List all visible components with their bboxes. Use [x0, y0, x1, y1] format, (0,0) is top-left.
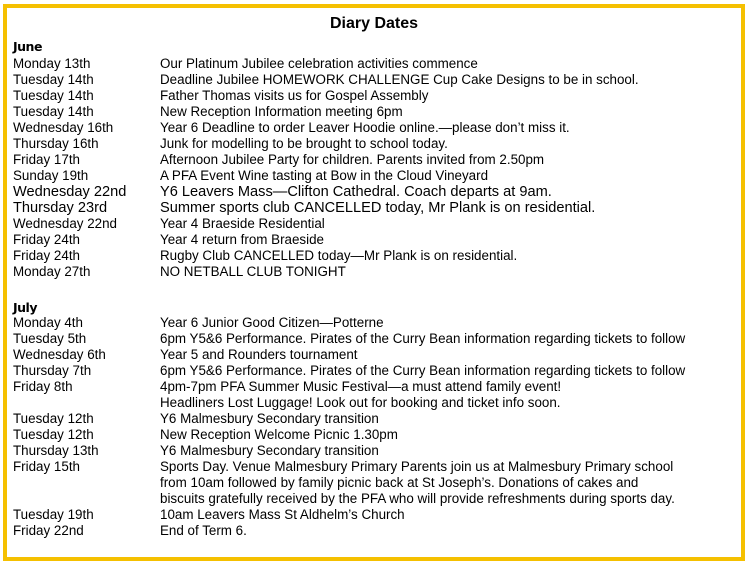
diary-day: Tuesday 12th	[13, 427, 94, 442]
diary-day: Thursday 7th	[13, 363, 92, 378]
diary-event: 6pm Y5&6 Performance. Pirates of the Curry Bean information regarding tickets to follow	[160, 331, 686, 346]
diary-event: NO NETBALL CLUB TONIGHT	[160, 264, 346, 279]
diary-event: Father Thomas visits us for Gospel Assembly	[160, 88, 429, 103]
page-title: Diary Dates	[329, 15, 419, 32]
diary-event: A PFA Event Wine tasting at Bow in the Cloud Vineyard	[160, 168, 489, 183]
diary-event: Headliners Lost Luggage! Look out for booking and ticket info soon.	[160, 395, 561, 410]
diary-event: Rugby Club CANCELLED today—Mr Plank is on residential.	[160, 248, 518, 263]
diary-event: Year 6 Junior Good Citizen—Potterne	[160, 315, 384, 330]
diary-day: Thursday 16th	[13, 136, 99, 151]
diary-event: Our Platinum Jubilee celebration activities commence	[160, 56, 478, 71]
diary-event: New Reception Information meeting 6pm	[160, 104, 403, 119]
diary-day: Tuesday 14th	[13, 88, 94, 103]
diary-event: End of Term 6.	[160, 523, 247, 538]
diary-day: Wednesday 6th	[13, 347, 106, 362]
diary-day: Monday 13th	[13, 56, 91, 71]
diary-day: Friday 22nd	[13, 523, 84, 538]
diary-day: Wednesday 22nd	[13, 216, 117, 231]
diary-day: Friday 15th	[13, 459, 80, 474]
diary-event: Year 5 and Rounders tournament	[160, 347, 358, 362]
diary-dates-panel	[3, 4, 745, 561]
diary-event: Afternoon Jubilee Party for children. Parents invited from 2.50pm	[160, 152, 545, 167]
diary-event: Deadline Jubilee HOMEWORK CHALLENGE Cup Cake Designs to be in school.	[160, 72, 639, 87]
diary-event: 10am Leavers Mass St Aldhelm’s Church	[160, 507, 405, 522]
diary-day: Sunday 19th	[13, 168, 89, 183]
diary-day: Thursday 13th	[13, 443, 99, 458]
diary-day: Tuesday 14th	[13, 72, 94, 87]
diary-event: Summer sports club CANCELLED today, Mr Plank is on residential.	[160, 200, 596, 216]
diary-day: Wednesday 16th	[13, 120, 114, 135]
diary-day: Tuesday 19th	[13, 507, 94, 522]
diary-day: Wednesday 22nd	[13, 184, 127, 200]
diary-event: from 10am followed by family picnic back at St Joseph’s. Donations of cakes and	[160, 475, 639, 490]
diary-day: Friday 8th	[13, 379, 73, 394]
diary-event: Year 6 Deadline to order Leaver Hoodie online.—please don’t miss it.	[160, 120, 570, 135]
diary-event: 4pm-7pm PFA Summer Music Festival—a must attend family event!	[160, 379, 562, 394]
diary-event: Y6 Leavers Mass—Clifton Cathedral. Coach departs at 9am.	[160, 184, 552, 200]
diary-day: Friday 24th	[13, 232, 80, 247]
diary-day: Tuesday 12th	[13, 411, 94, 426]
section-heading-june: June	[13, 39, 42, 54]
section-heading-july: July	[13, 300, 37, 315]
diary-event: Sports Day. Venue Malmesbury Primary Parents join us at Malmesbury Primary school	[160, 459, 674, 474]
diary-day: Tuesday 14th	[13, 104, 94, 119]
diary-day: Thursday 23rd	[13, 200, 108, 216]
diary-event: Year 4 Braeside Residential	[160, 216, 325, 231]
diary-event: Year 4 return from Braeside	[160, 232, 324, 247]
diary-day: Friday 17th	[13, 152, 80, 167]
diary-day: Monday 27th	[13, 264, 91, 279]
diary-event: biscuits gratefully received by the PFA who will provide refreshments during sports day.	[160, 491, 675, 506]
diary-day: Friday 24th	[13, 248, 80, 263]
diary-event: 6pm Y5&6 Performance. Pirates of the Curry Bean information regarding tickets to follow	[160, 363, 686, 378]
diary-event: Junk for modelling to be brought to school today.	[160, 136, 448, 151]
diary-event: New Reception Welcome Picnic 1.30pm	[160, 427, 398, 442]
diary-day: Monday 4th	[13, 315, 83, 330]
diary-event: Y6 Malmesbury Secondary transition	[160, 411, 379, 426]
diary-event: Y6 Malmesbury Secondary transition	[160, 443, 379, 458]
diary-day: Tuesday 5th	[13, 331, 87, 346]
